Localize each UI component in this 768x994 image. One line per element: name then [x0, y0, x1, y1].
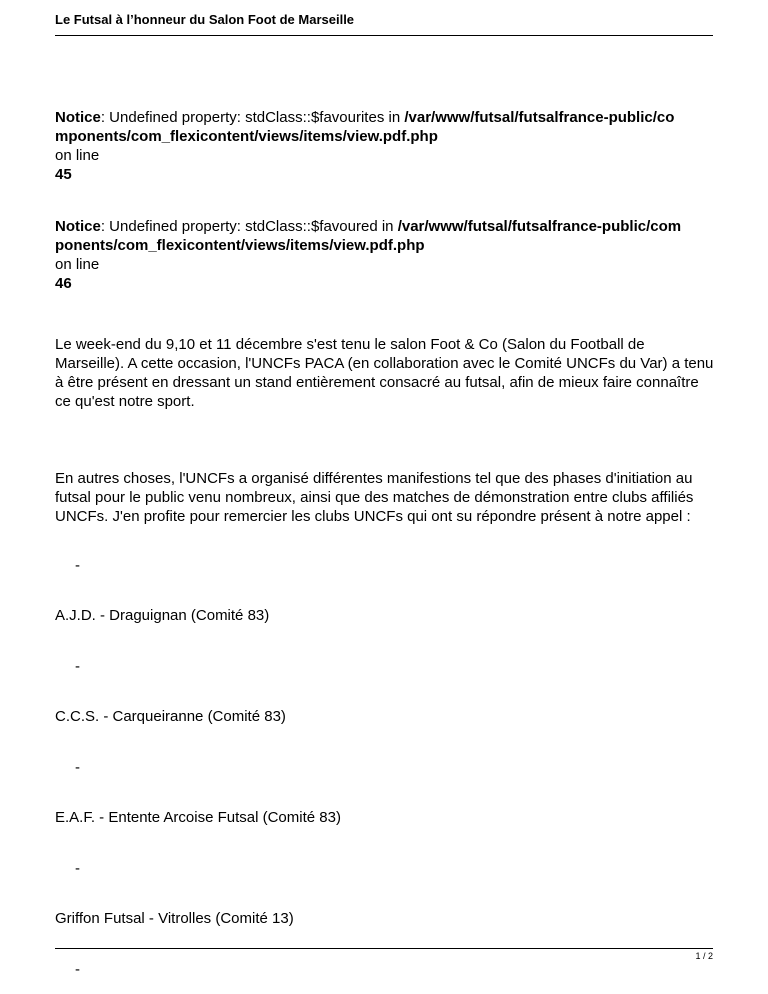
page-number: 1 / 2 — [695, 951, 713, 961]
php-notice — [55, 217, 715, 293]
list-item — [55, 758, 715, 827]
notice-label: Notice — [55, 109, 101, 126]
footer-divider — [55, 948, 713, 949]
page-header-title: Le Futsal à l’honneur du Salon Foot de Marseille — [55, 12, 355, 27]
notice-path-part2: mponents/com_flexicontent/views/items/view.pdf.php — [55, 128, 438, 145]
list-dash: - — [75, 658, 80, 675]
club-name: A.J.D. - Draguignan (Comité 83) — [55, 607, 270, 624]
article-paragraph: Le week-end du 9,10 et 11 décembre s'est tenu le salon Foot & Co (Salon du Football de Marseille). A cette occasion, l'UNCFs PACA (en collaboration avec le Comité UNCFs du Var) a tenu à être présent en dressant un stand entièrement consacré au futsal, afin de mieux faire connaître ce qu'est notre sport. — [55, 336, 714, 410]
header-divider — [55, 35, 713, 36]
list-item — [55, 859, 715, 928]
document-body — [55, 108, 715, 979]
notice-label: Notice — [55, 218, 101, 235]
php-notice — [55, 108, 715, 184]
list-item — [55, 657, 715, 726]
club-name: E.A.F. - Entente Arcoise Futsal (Comité 83) — [55, 809, 341, 826]
article-paragraph: En autres choses, l'UNCFs a organisé différentes manifestions tel que des phases d'initiation au futsal pour le public venu nombreux, ainsi que des matches de démonstration entre clubs affiliés UNCFs. J'en profite pour remercier les clubs UNCFs qui ont su répondre présent à notre appel : — [55, 470, 694, 525]
notice-path-part2: ponents/com_flexicontent/views/items/view.pdf.php — [55, 237, 425, 254]
notice-message: : Undefined property: stdClass::$favoured in — [100, 218, 398, 235]
notice-message: : Undefined property: stdClass::$favourites in — [100, 109, 405, 126]
club-list — [55, 556, 715, 979]
notice-path-part1: /var/www/futsal/futsalfrance-public/co — [404, 109, 675, 126]
club-name: C.C.S. - Carqueiranne (Comité 83) — [55, 708, 286, 725]
list-dash: - — [75, 557, 80, 574]
club-name: Griffon Futsal - Vitrolles (Comité 13) — [55, 910, 294, 927]
notice-path-part1: /var/www/futsal/futsalfrance-public/com — [397, 218, 682, 235]
notice-line-number: 45 — [55, 166, 72, 183]
list-dash: - — [75, 961, 80, 978]
notice-line-number: 46 — [55, 275, 72, 292]
list-dash: - — [75, 860, 80, 877]
list-dash: - — [75, 759, 80, 776]
list-item — [55, 556, 715, 625]
notice-on-line: on line — [55, 256, 100, 273]
notice-on-line: on line — [55, 147, 100, 164]
